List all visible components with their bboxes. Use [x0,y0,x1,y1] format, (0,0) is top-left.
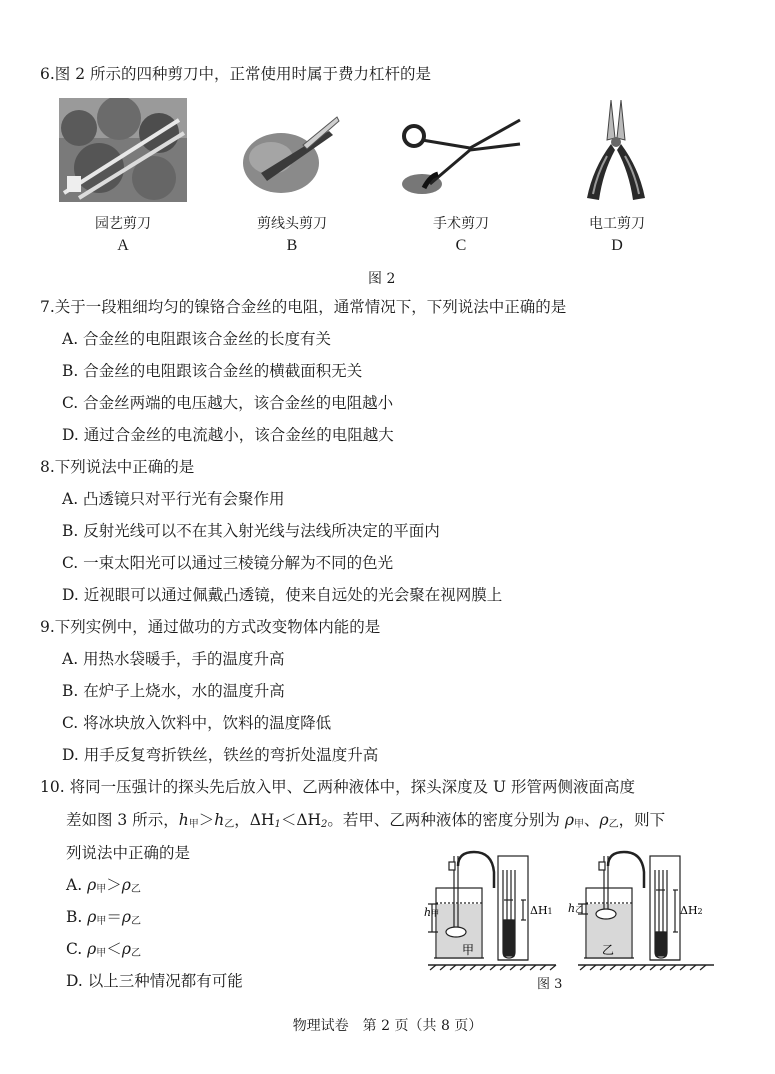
q8-option-b: B. 反射光线可以不在其入射光线与法线所决定的平面内 [62,522,440,540]
figure-3-label: 图 3 [537,977,563,992]
jia-liquid-label: 甲 [462,943,475,957]
letter-c: C [455,237,467,254]
q10-option-d: D. 以上三种情况都有可能 [66,972,243,990]
q9-stem: 9.下列实例中，通过做功的方式改变物体内能的是 [40,618,381,636]
q8-stem: 8.下列说法中正确的是 [40,458,195,476]
q7-option-c: C. 合金丝两端的电压越大，该合金丝的电阻越小 [62,394,394,412]
figure-2-label: 图 2 [368,271,396,287]
q10-option-a: A. $\rho_甲>\rho_乙$ [66,876,141,895]
q9-option-c: C. 将冰块放入饮料中，饮料的温度降低 [62,714,332,732]
q7-option-d: D. 通过合金丝的电流越小，该合金丝的电阻越大 [62,426,394,444]
q10-option-b: B. $\rho_甲=\rho_乙$ [66,908,142,927]
q10-line3: 列说法中正确的是 [66,844,191,862]
q7-stem: 7.关于一段粗细均匀的镍铬合金丝的电阻，通常情况下，下列说法中正确的是 [40,298,567,316]
q9-option-a: A. 用热水袋暖手，手的温度升高 [62,650,285,668]
h-jia-label: h甲 [424,906,440,919]
letter-a: A [117,237,129,254]
h-yi-label: h乙 [568,902,584,915]
page-footer: 物理试卷 第 2 页（共 8 页） [292,1018,483,1034]
dh1-label: ΔH1 [530,904,553,917]
dh2-label: ΔH2 [680,904,703,917]
q7-option-a: A. 合金丝的电阻跟该合金丝的长度有关 [62,330,332,348]
garden-shears-photo [59,98,187,202]
figure-3-diagram [418,848,720,974]
caption-d: 电工剪刀 [589,216,645,232]
electrician-scissors-photo [577,98,655,202]
q7-option-b: B. 合金丝的电阻跟该合金丝的横截面积无关 [62,362,363,380]
letter-b: B [286,237,298,254]
q10-line2: 差如图 3 所示，$h_甲>h_乙$，$\Delta H_1<\Delta H_2$。若甲、乙两种液体的密度分别为 $\rho_甲$、$\rho_乙$，则下 [66,811,666,830]
q9-option-b: B. 在炉子上烧水，水的温度升高 [62,682,285,700]
yi-liquid-label: 乙 [602,943,615,957]
q8-option-d: D. 近视眼可以通过佩戴凸透镜，使来自远处的光会聚在视网膜上 [62,586,503,604]
letter-d: D [611,237,623,254]
q10-option-c: C. $\rho_甲<\rho_乙$ [66,940,141,959]
q10-line1: 10. 将同一压强计的探头先后放入甲、乙两种液体中，探头深度及 U 形管两侧液面高度 [40,778,635,796]
thread-snips-photo [241,103,341,197]
q6-stem: 6.图 2 所示的四种剪刀中，正常使用时属于费力杠杆的是 [40,65,432,83]
q9-option-d: D. 用手反复弯折铁丝，铁丝的弯折处温度升高 [62,746,379,764]
q8-option-c: C. 一束太阳光可以通过三棱镜分解为不同的色光 [62,554,394,572]
q8-option-a: A. 凸透镜只对平行光有会聚作用 [62,490,285,508]
caption-b: 剪线头剪刀 [257,216,327,232]
surgical-scissors-photo [400,112,522,196]
caption-a: 园艺剪刀 [95,216,151,232]
caption-c: 手术剪刀 [433,216,489,232]
